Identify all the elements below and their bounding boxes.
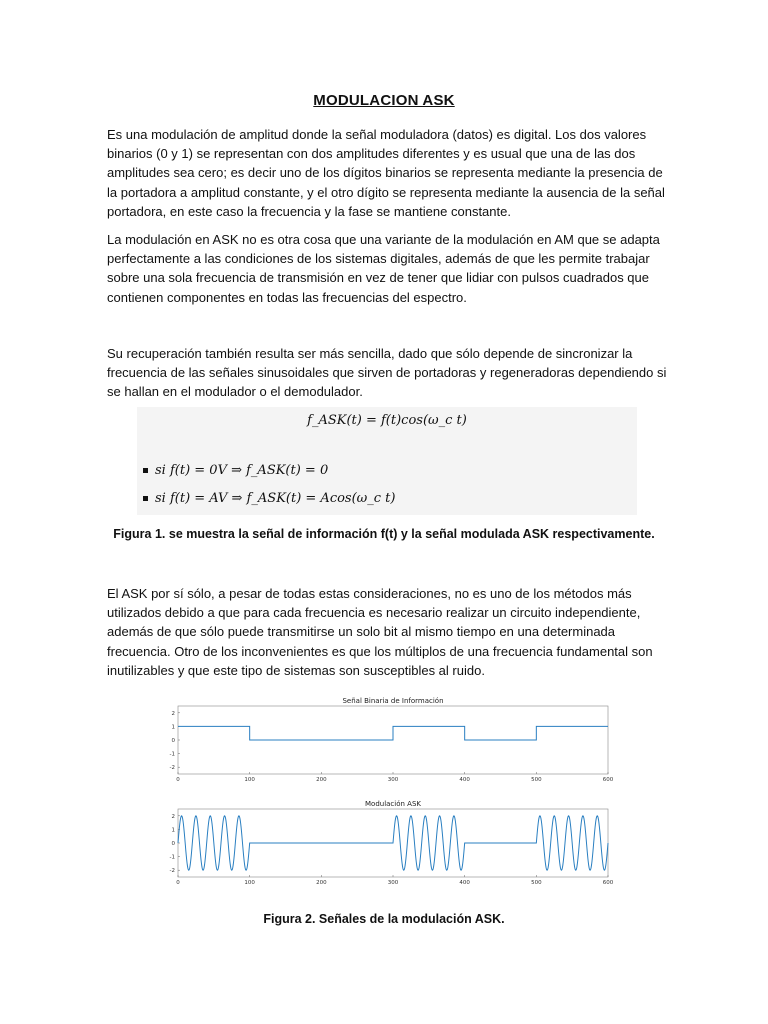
x-tick-label: 500	[531, 880, 542, 886]
figure-2-caption: Figura 2. Señales de la modulación ASK.	[263, 912, 505, 926]
x-tick-label: 600	[602, 777, 614, 783]
x-tick-label: 300	[387, 880, 399, 886]
x-tick-label: 100	[244, 880, 255, 886]
x-tick-label: 0	[176, 880, 180, 886]
plot-title: Señal Binaria de Información	[342, 697, 444, 705]
x-tick-label: 400	[459, 777, 470, 783]
x-tick-label: 300	[387, 777, 399, 783]
x-tick-label: 400	[459, 880, 470, 886]
x-tick-label: 500	[531, 777, 542, 783]
y-tick-label: 2	[171, 710, 175, 717]
x-tick-label: 600	[602, 880, 614, 886]
formula-main: f_ASK(t) = f(t)cos(ω_c t)	[307, 413, 467, 428]
y-tick-label: 0	[171, 841, 175, 847]
plot-title: Modulación ASK	[365, 800, 421, 808]
y-tick-label: 1	[171, 827, 175, 834]
paragraph-2: La modulación en ASK no es otra cosa que una variante de la modulación en AM que se adapta perfectamente a las condiciones de los sistemas digitales, además de que les permite trabajar sobre una sola frecuencia de transmisión en vez de tener que lidiar con pulsos cuadrados que contienen componentes en todas las frecuencias del espectro.	[107, 232, 660, 305]
paragraph-3: Su recuperación también resulta ser más sencilla, dado que sólo depende de sincronizar la frecuencia de las señales sinusoidales que sirven de portadoras y regeneradoras dependiendo si se hallan en el modulador o el demodulador.	[107, 346, 667, 400]
y-tick-label: -2	[169, 868, 175, 875]
document-title: MODULACION ASK	[313, 92, 455, 109]
formula-bullet-1: si f(t) = 0V ⇒ f_ASK(t) = 0	[143, 463, 328, 478]
y-tick-label: -1	[169, 854, 175, 861]
x-tick-label: 0	[176, 777, 180, 783]
x-tick-label: 200	[316, 777, 327, 783]
y-tick-label: 1	[171, 724, 175, 731]
y-tick-label: 2	[171, 813, 175, 820]
paragraph-1: Es una modulación de amplitud donde la señal moduladora (datos) es digital. Los dos valores binarios (0 y 1) se representan con dos amplitudes diferentes y es usual que una de las dos amplitudes sea cero; es decir uno de los dígitos binarios se representa mediante la presencia de la portadora a amplitud constante, y el otro dígito se representa mediante la ausencia de la señal portadora, en este caso la frecuencia y la fase se mantiene constante.	[107, 127, 665, 219]
x-tick-label: 100	[244, 777, 255, 783]
formula-bullet-2: si f(t) = AV ⇒ f_ASK(t) = Acos(ω_c t)	[143, 491, 395, 506]
figure-1-caption: Figura 1. se muestra la señal de información f(t) y la señal modulada ASK respectivamente.	[113, 527, 655, 541]
paragraph-4: El ASK por sí sólo, a pesar de todas estas consideraciones, no es uno de los métodos más utilizados debido a que para cada frecuencia es necesario realizar un circuito independiente, además de que sólo puede transmitirse un solo bit al mismo tiempo en una determinada frecuencia. Otro de los inconvenientes es que los múltiplos de una frecuencia fundamental son inutilizables y que este tipo de sistemas son susceptibles al ruido.	[107, 586, 653, 678]
y-tick-label: -1	[169, 751, 175, 758]
x-tick-label: 200	[316, 880, 327, 886]
y-tick-label: 0	[171, 738, 175, 744]
y-tick-label: -2	[169, 765, 175, 772]
